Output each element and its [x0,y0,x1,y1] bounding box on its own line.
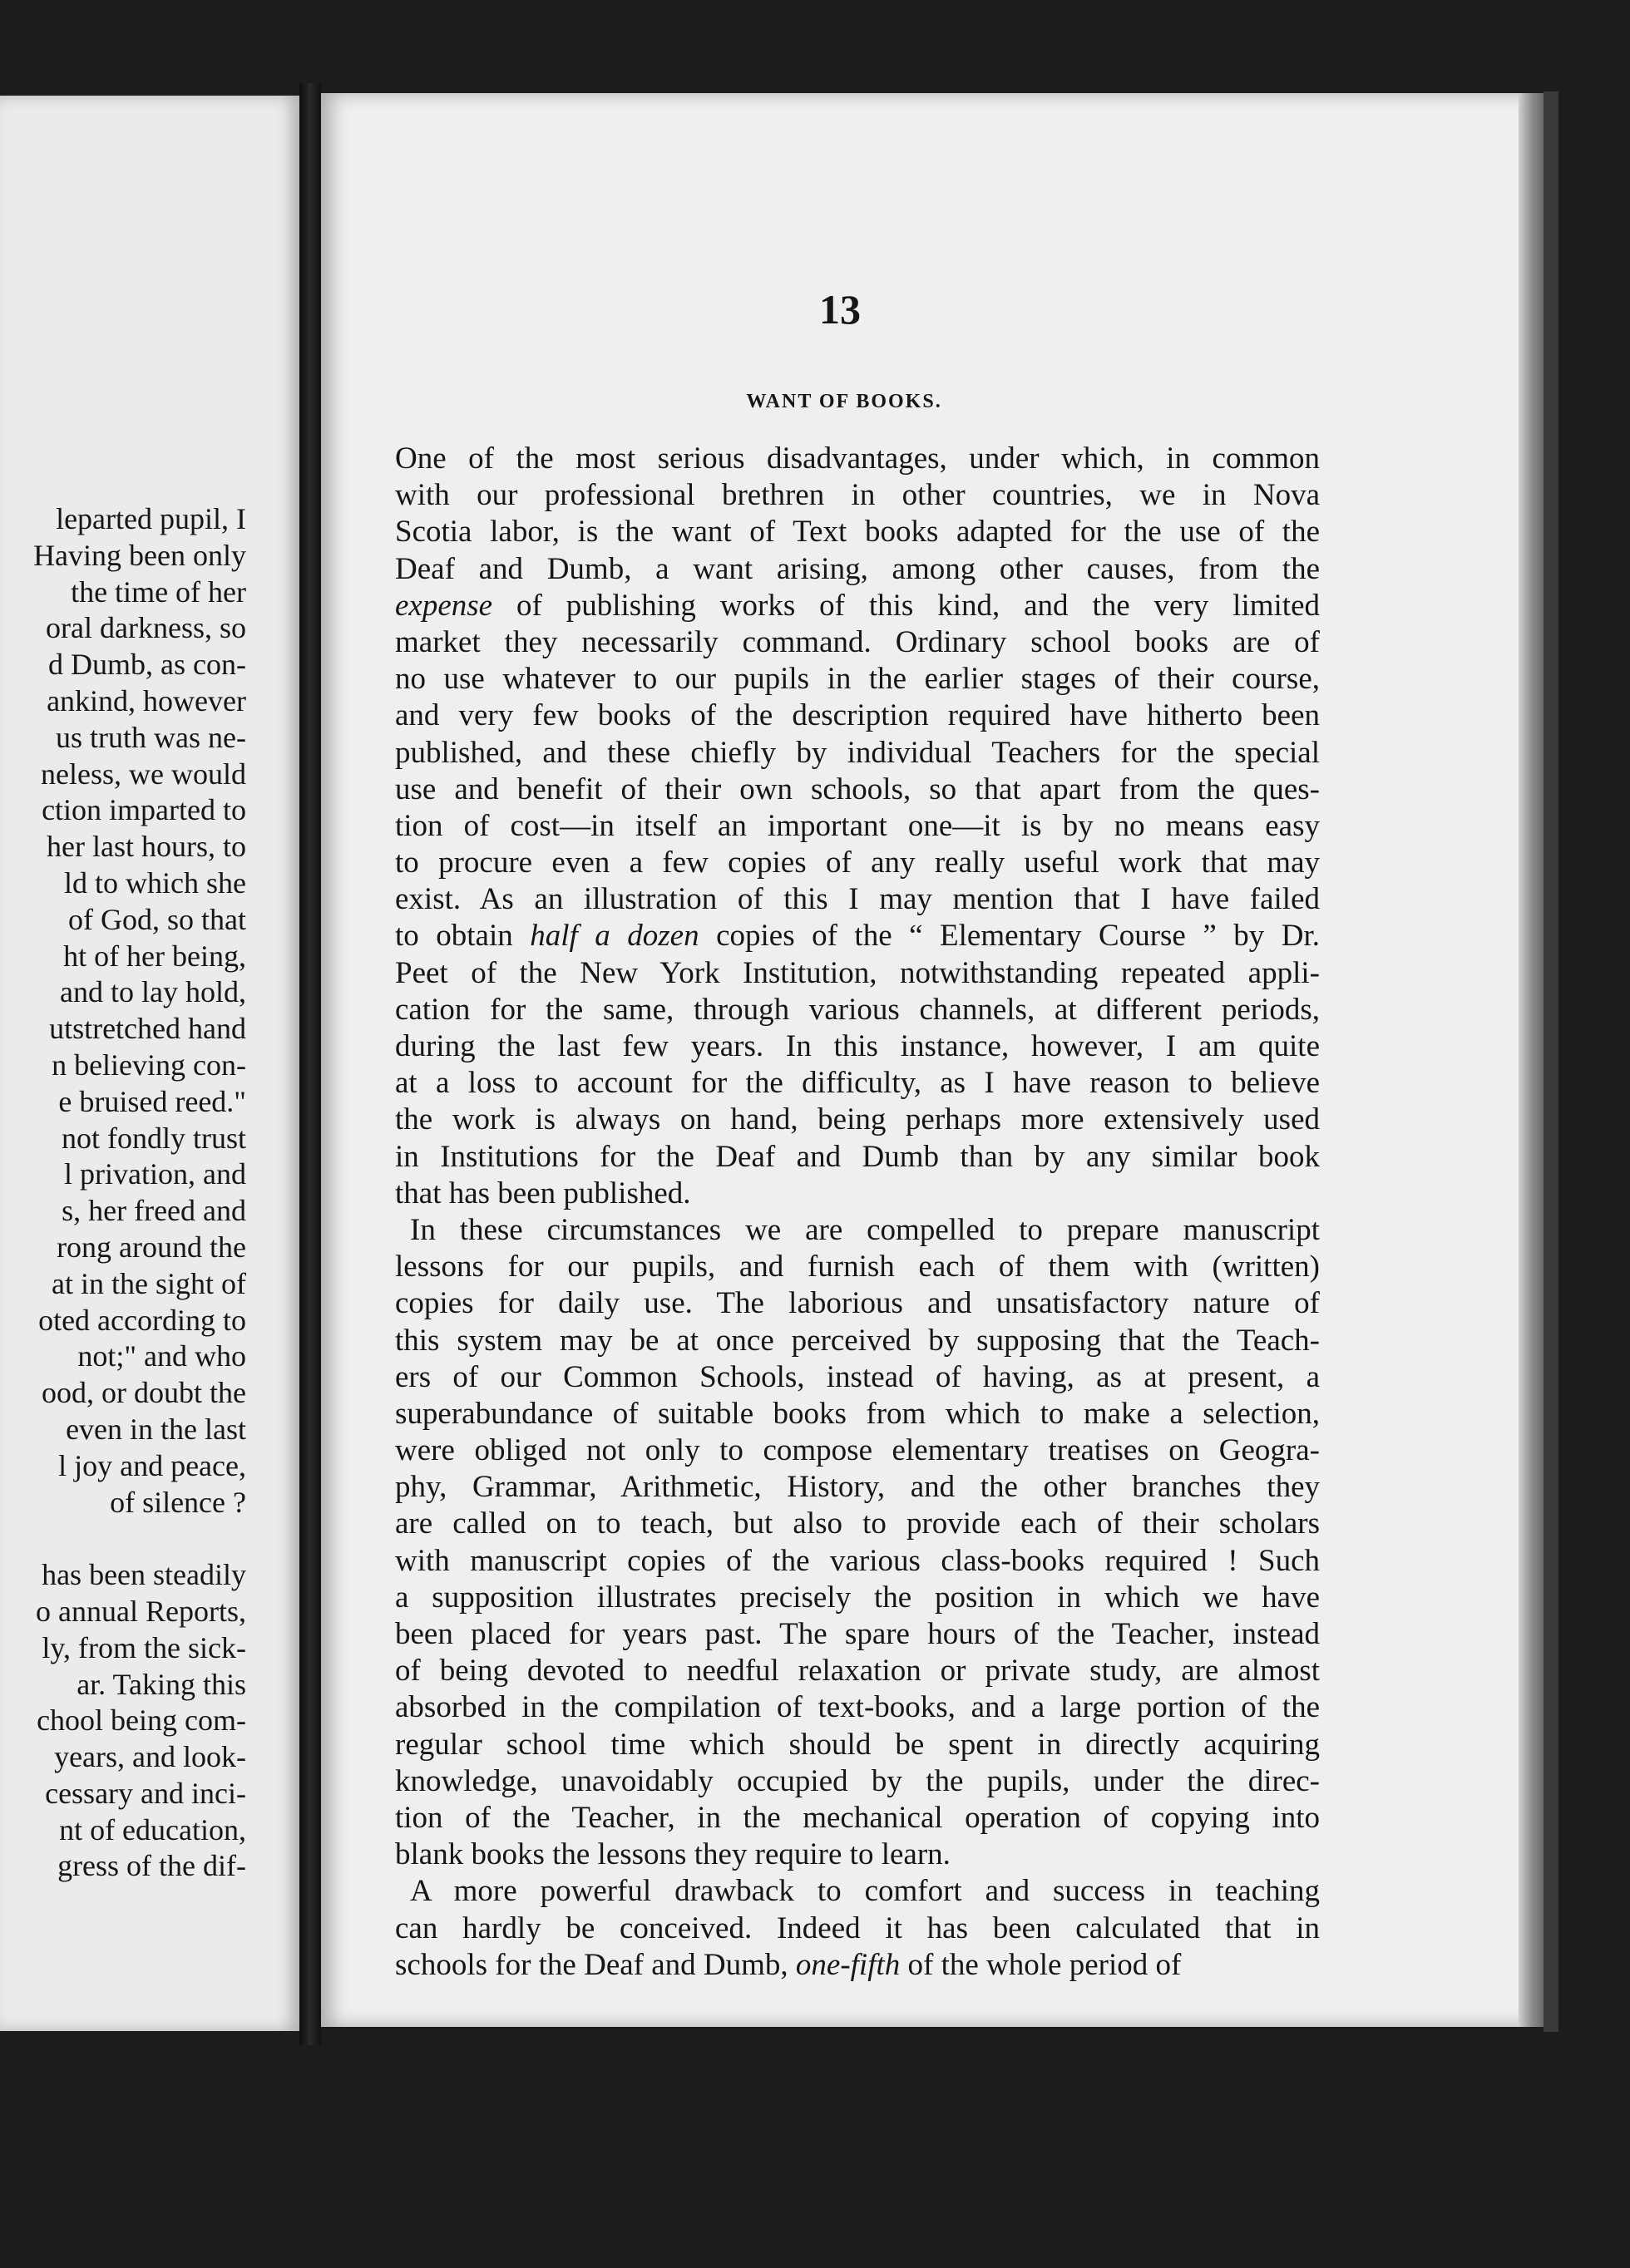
text-line: to procure even a few copies of any really useful work that may [395,846,1320,880]
text-line: ers of our Common Schools, instead of having, as at present, a [395,1359,1320,1394]
text-line: cation for the same, through various channels, at different periods, [395,992,1320,1027]
left-page-line: years, and look- [54,1740,246,1774]
text-line: copies for daily use. The laborious and unsatisfactory nature of [395,1286,1320,1321]
italic-text: one-fifth [795,1947,901,1982]
left-page-line: has been steadily [42,1558,246,1592]
left-page-line: Having been only [33,538,246,572]
left-page-line: ction imparted to [42,793,246,827]
left-page-line: nt of education, [59,1812,246,1846]
left-page-line: s, her freed and [62,1194,246,1228]
text-line: been placed for years past. The spare hours of the Teacher, instead [395,1617,1320,1651]
left-page-line: oted according to [38,1303,246,1337]
left-page-line: even in the last [66,1412,246,1446]
left-page-line: ankind, however [47,683,246,717]
left-page-line: us truth was ne- [56,720,246,754]
left-page-line: oral darkness, so [46,611,246,645]
italic-text: expense [395,588,493,623]
left-page-line: l privation, and [64,1157,246,1191]
section-heading: WANT OF BOOKS. [746,391,942,412]
left-page-line: her last hours, to [47,830,246,864]
text-line: superabundance of suitable books from which to make a selection, [395,1396,1320,1431]
text-line: absorbed in the compilation of text-books, and a large portion of the [395,1690,1320,1725]
text-line: schools for the Deaf and Dumb, one-fifth of the whole period of [395,1947,1182,1982]
left-page-line: of God, so that [68,902,246,936]
left-page-line: neless, we would [41,757,246,791]
text-line: Deaf and Dumb, a want arising, among other causes, from the [395,551,1320,586]
left-page-line: e bruised reed." [58,1084,246,1118]
left-page-line: leparted pupil, I [56,502,246,535]
left-page-line: rong around the [57,1230,246,1264]
left-page-line: n believing con- [52,1048,246,1082]
text-line: a supposition illustrates precisely the position in which we have [395,1580,1320,1615]
left-page-line: o annual Reports, [36,1594,246,1628]
text-line: expense of publishing works of this kind, and the very limited [395,588,1320,623]
text-line: of being devoted to needful relaxation or private study, are almost [395,1654,1320,1689]
left-page-line: ar. Taking this [77,1667,246,1701]
body-text [395,441,1320,1984]
text-line: exist. As an illustration of this I may mention that I have failed [395,882,1320,917]
text-line: regular school time which should be spent in directly acquiring [395,1727,1320,1762]
text-line: can hardly be conceived. Indeed it has been calculated that in [395,1911,1320,1945]
left-page-line: utstretched hand [49,1012,246,1046]
text-line: at a loss to account for the difficulty, as I have reason to believe [395,1066,1320,1101]
left-page-line: ld to which she [64,865,246,900]
left-page-line: and to lay hold, [60,975,246,1009]
text-line: lessons for our pupils, and furnish each of them with (written) [395,1250,1320,1284]
italic-text: half a dozen [530,919,699,954]
text-line: in Institutions for the Deaf and Dumb than by any similar book [395,1139,1320,1174]
text-line: the work is always on hand, being perhaps more extensively used [395,1102,1320,1137]
text-line: phy, Grammar, Arithmetic, History, and the other branches they [395,1470,1320,1505]
left-page-line: ht of her being, [63,939,246,973]
text-line: blank books the lessons they require to learn. [395,1837,951,1872]
text-line: market they necessarily command. Ordinary school books are of [395,624,1320,659]
left-page-line: at in the sight of [52,1266,246,1300]
left-page-line: not fondly trust [62,1121,246,1155]
left-page-line: ly, from the sick- [42,1630,246,1664]
book-edge-shadow [1544,91,1558,2032]
text-line: Scotia labor, is the want of Text books adapted for the use of the [395,515,1320,550]
left-page-text [33,501,246,1885]
text-line: tion of the Teacher, in the mechanical operation of copying into [395,1800,1320,1835]
left-page-line: of silence ? [110,1485,246,1519]
text-line: One of the most serious disadvantages, under which, in common [395,441,1320,476]
left-page-line: the time of her [71,574,246,609]
left-page-line: l joy and peace, [58,1448,246,1482]
text-line: during the last few years. In this instance, however, I am quite [395,1029,1320,1063]
text-line: In these circumstances we are compelled to prepare manuscript [410,1212,1320,1247]
left-page-line [33,1521,246,1557]
page-number: 13 [819,286,861,333]
text-line: this system may be at once perceived by supposing that the Teach- [395,1323,1320,1358]
left-page-line: d Dumb, as con- [48,648,246,682]
left-page-line: gress of the dif- [57,1849,246,1883]
text-line: are called on to teach, but also to provide each of their scholars [395,1506,1320,1541]
left-page-line: not;" and who [77,1339,246,1373]
text-line: were obliged not only to compose elementary treatises on Geogra- [395,1433,1320,1468]
left-page-line: chool being com- [37,1703,246,1738]
text-line: published, and these chiefly by individual Teachers for the special [395,735,1320,770]
text-line: to obtain half a dozen copies of the “ Elementary Course ” by Dr. [395,919,1320,954]
text-line: knowledge, unavoidably occupied by the pupils, under the direc- [395,1763,1320,1798]
text-line: no use whatever to our pupils in the earlier stages of their course, [395,662,1320,697]
left-page-line: ood, or doubt the [42,1376,246,1410]
left-page [0,96,299,2031]
text-line: A more powerful drawback to comfort and success in teaching [410,1874,1320,1909]
page-edge [1519,93,1544,2027]
book-gutter [299,83,321,2045]
text-line: tion of cost—in itself an important one—it is by no means easy [395,808,1320,843]
text-line: and very few books of the description required have hitherto been [395,698,1320,733]
text-line: with our professional brethren in other countries, we in Nova [395,478,1320,513]
left-page-line: cessary and inci- [45,1776,246,1810]
text-line: that has been published. [395,1176,691,1210]
text-line: Peet of the New York Institution, notwithstanding repeated appli- [395,955,1320,990]
text-line: use and benefit of their own schools, so that apart from the ques- [395,772,1320,806]
text-line: with manuscript copies of the various class-books required ! Such [395,1543,1320,1578]
